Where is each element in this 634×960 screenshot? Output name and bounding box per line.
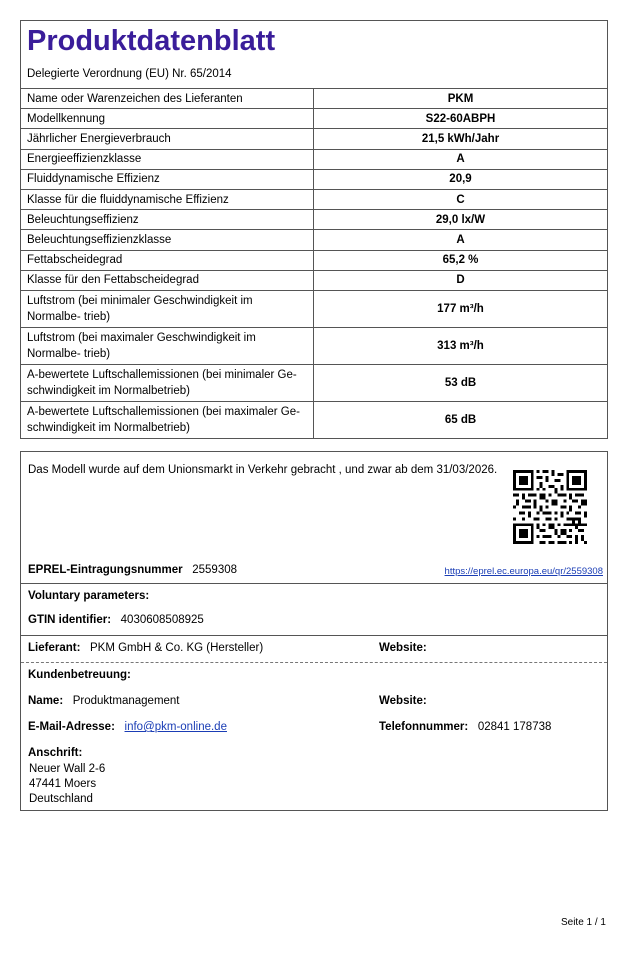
spec-row — [21, 149, 607, 169]
divider — [21, 635, 607, 636]
address-line: 47441 Moers — [29, 778, 97, 790]
specs-table — [21, 89, 607, 438]
market-placement-text: Das Modell wurde auf dem Unionsmarkt in Verkehr gebracht , und zwar ab dem 31/03/2026. — [28, 464, 498, 476]
spec-row — [21, 270, 607, 290]
email-row — [28, 721, 227, 733]
spec-label: Name oder Warenzeichen des Lieferanten — [21, 89, 314, 109]
email-label: E-Mail-Adresse: — [28, 721, 115, 733]
spec-row — [21, 327, 607, 364]
eprel-number: 2559308 — [192, 564, 238, 576]
email-link[interactable]: info@pkm-online.de — [124, 721, 227, 733]
spec-value: PKM — [447, 92, 474, 105]
address-block — [29, 762, 105, 807]
contact-name-label: Name: — [28, 695, 64, 707]
spec-value: A — [314, 149, 608, 169]
page-number: Seite 1 / 1 — [560, 917, 606, 928]
dashed-divider — [21, 662, 607, 663]
supplier-row — [28, 642, 263, 654]
spec-row — [21, 290, 607, 327]
spec-row — [21, 89, 607, 109]
spec-value: 313 m³/h — [314, 327, 608, 364]
info-box — [20, 451, 608, 811]
eprel-registration — [28, 564, 603, 576]
phone-value: 02841 178738 — [477, 721, 552, 733]
spec-value: 21,5 kWh/Jahr — [314, 129, 608, 149]
spec-value: S22-60ABPH — [314, 109, 608, 129]
spec-row — [21, 230, 607, 250]
spec-row — [21, 364, 607, 401]
spec-value: D — [314, 270, 608, 290]
address-label: Anschrift: — [28, 747, 83, 759]
spec-label: Fettabscheidegrad — [21, 250, 314, 270]
spec-row — [21, 401, 607, 438]
spec-row — [21, 250, 607, 270]
regulation-reference: Delegierte Verordnung (EU) Nr. 65/2014 — [21, 59, 607, 89]
customer-service-heading: Kundenbetreuung: — [28, 669, 131, 681]
spec-label: A-bewertete Luftschallemissionen (bei maximaler Ge- schwindigkeit im Normalbetrieb) — [21, 401, 314, 438]
spec-value: A — [314, 230, 608, 250]
customer-website-label: Website: — [379, 695, 427, 707]
spec-value: 65,2 % — [314, 250, 608, 270]
spec-label: Energieeffizienzklasse — [21, 149, 314, 169]
gtin-row — [28, 614, 204, 626]
phone-row — [379, 721, 551, 733]
spec-row — [21, 210, 607, 230]
spec-value: C — [314, 189, 608, 209]
spec-label: Klasse für den Fettabscheidegrad — [21, 270, 314, 290]
spec-label: Beleuchtungseffizienzklasse — [21, 230, 314, 250]
address-line: Neuer Wall 2-6 — [29, 763, 106, 775]
spec-row — [21, 109, 607, 129]
supplier-label: Lieferant: — [28, 642, 81, 654]
spec-label: Beleuchtungseffizienz — [21, 210, 314, 230]
phone-label: Telefonnummer: — [379, 721, 469, 733]
spec-value: 53 dB — [314, 364, 608, 401]
gtin-label: GTIN identifier: — [28, 614, 112, 626]
voluntary-heading: Voluntary parameters: — [28, 590, 150, 602]
gtin-value: 4030608508925 — [120, 614, 204, 626]
spec-value: 65 dB — [314, 401, 608, 438]
eprel-label: EPREL-Eintragungsnummer — [28, 564, 183, 576]
spec-label: Luftstrom (bei minimaler Geschwindigkeit im Normalbe- trieb) — [21, 290, 314, 327]
divider — [21, 583, 607, 584]
address-line: Deutschland — [29, 793, 93, 805]
page-title: Produktdatenblatt — [27, 25, 276, 57]
product-data-sheet — [20, 20, 608, 439]
spec-label: Jährlicher Energieverbrauch — [21, 129, 314, 149]
spec-row — [21, 189, 607, 209]
spec-label: Modellkennung — [21, 109, 314, 129]
spec-value: 29,0 lx/W — [314, 210, 608, 230]
eprel-link[interactable]: https://eprel.ec.europa.eu/qr/2559308 — [444, 566, 603, 577]
spec-row — [21, 169, 607, 189]
spec-row — [21, 129, 607, 149]
contact-name-value: Produktmanagement — [72, 695, 180, 707]
spec-label: Klasse für die fluiddynamische Effizienz — [21, 189, 314, 209]
qr-code-icon — [513, 470, 587, 544]
spec-label: A-bewertete Luftschallemissionen (bei minimaler Ge- schwindigkeit im Normalbetrieb) — [21, 364, 314, 401]
spec-label: Fluiddynamische Effizienz — [21, 169, 314, 189]
spec-label: Luftstrom (bei maximaler Geschwindigkeit im Normalbe- trieb) — [21, 327, 314, 364]
spec-value: 20,9 — [314, 169, 608, 189]
contact-name-row — [28, 695, 180, 707]
spec-value: 177 m³/h — [314, 290, 608, 327]
supplier-website-label: Website: — [379, 642, 427, 654]
supplier-value: PKM GmbH & Co. KG (Hersteller) — [90, 642, 264, 654]
